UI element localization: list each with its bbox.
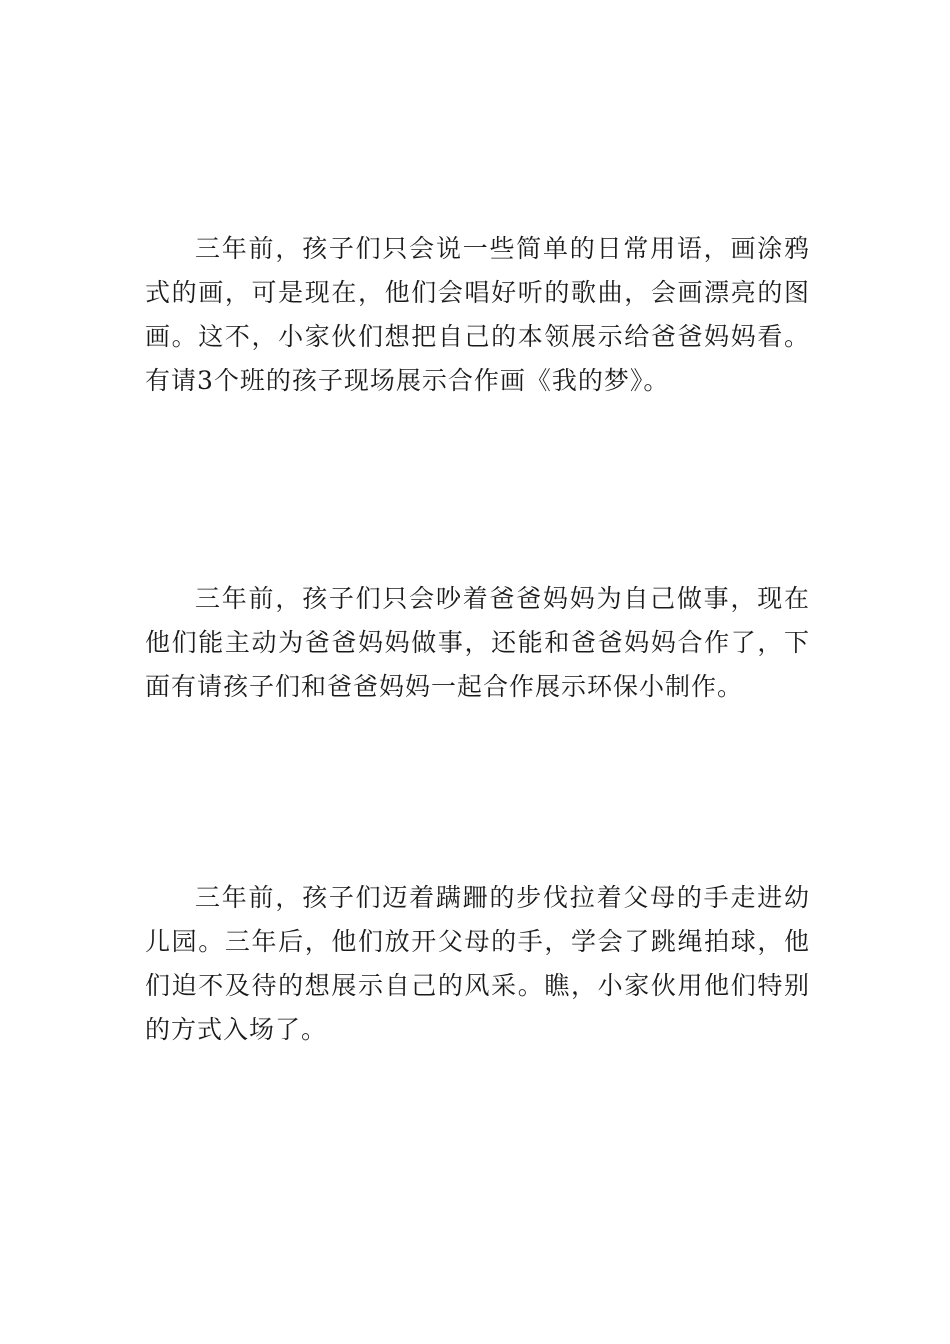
paragraph-eco-craft-show: 三年前，孩子们只会吵着爸爸妈妈为自己做事，现在他们能主动为爸爸妈妈做事，还能和爸爸妈妈合作了，下面有请孩子们和爸爸妈妈一起合作展示环保小制作。 (145, 584, 810, 701)
paragraph-drawing-show: 三年前，孩子们只会说一些简单的日常用语，画涂鸦式的画，可是现在，他们会唱好听的歌曲，会画漂亮的图画。这不，小家伙们想把自己的本领展示给爸爸妈妈看。有请3个班的孩子现场展示合作画《我的梦》。 (145, 234, 810, 395)
paragraph-entrance-show: 三年前，孩子们迈着蹒跚的步伐拉着父母的手走进幼儿园。三年后，他们放开父母的手，学会了跳绳拍球，他们迫不及待的想展示自己的风采。瞧，小家伙用他们特别的方式入场了。 (145, 883, 810, 1044)
